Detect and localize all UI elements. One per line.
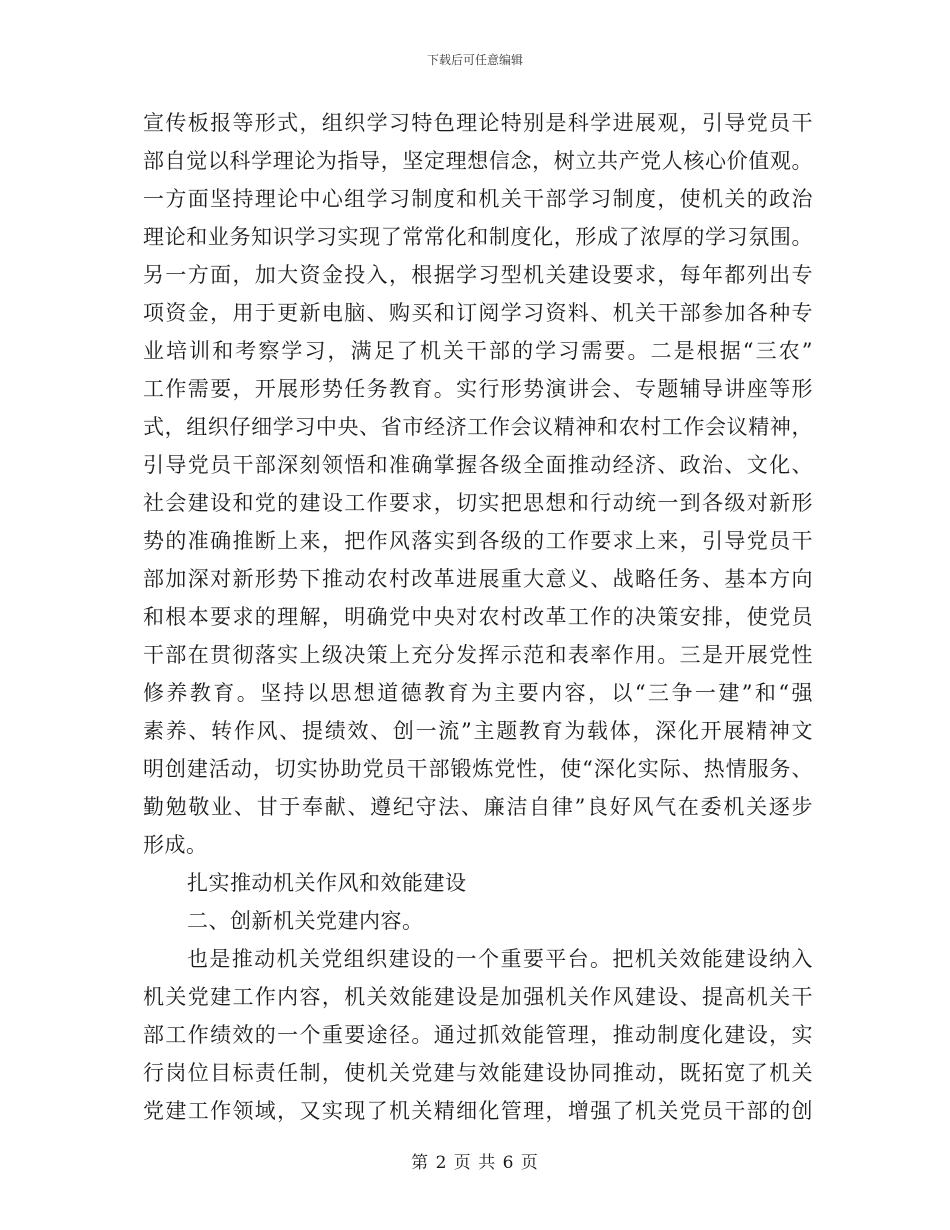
- text-line: 机关党建工作内容，机关效能建设是加强机关作风建设、提高机关干: [143, 985, 813, 1009]
- text-line: 和根本要求的理解，明确党中央对农村改革工作的决策安排，使党员: [143, 605, 813, 629]
- text-line: 素养、转作风、提绩效、创一流”主题教育为载体，深化开展精神文: [143, 719, 813, 743]
- text-line: 项资金，用于更新电脑、购买和订阅学习资料、机关干部参加各种专: [143, 301, 813, 325]
- text-line: 一方面坚持理论中心组学习制度和机关干部学习制度，使机关的政治: [143, 187, 813, 211]
- text-line: 部加深对新形势下推动农村改革进展重大意义、战略任务、基本方向: [143, 567, 813, 591]
- text-line: 势的准确推断上来，把作风落实到各级的工作要求上来，引导党员干: [143, 529, 813, 553]
- text-line: 式，组织仔细学习中央、省市经济工作会议精神和农村工作会议精神，: [143, 415, 813, 439]
- text-line: 修养教育。坚持以思想道德教育为主要内容，以“三争一建”和“强: [143, 681, 813, 705]
- text-line: 部自觉以科学理论为指导，坚定理想信念，树立共产党人核心价值观。: [143, 149, 813, 173]
- text-line: 明创建活动，切实协助党员干部锻炼党性，使“深化实际、热情服务、: [143, 757, 813, 781]
- text-line: 部工作绩效的一个重要途径。通过抓效能管理，推动制度化建设，实: [143, 1023, 813, 1047]
- section-heading: 扎实推动机关作风和效能建设: [187, 871, 467, 895]
- text-line: 引导党员干部深刻领悟和准确掌握各级全面推动经济、政治、文化、: [143, 453, 813, 477]
- text-line: 干部在贯彻落实上级决策上充分发挥示范和表率作用。三是开展党性: [143, 643, 813, 667]
- text-line: 社会建设和党的建设工作要求，切实把思想和行动统一到各级对新形: [143, 491, 813, 515]
- text-line: 工作需要，开展形势任务教育。实行形势演讲会、专题辅导讲座等形: [143, 377, 813, 401]
- text-line: 也是推动机关党组织建设的一个重要平台。把机关效能建设纳入: [187, 947, 813, 971]
- page-number: 第 2 页 共 6 页: [411, 1153, 539, 1173]
- document-body: [143, 104, 813, 1130]
- text-line: 行岗位目标责任制，使机关党建与效能建设协同推动，既拓宽了机关: [143, 1061, 813, 1085]
- text-line: 理论和业务知识学习实现了常常化和制度化，形成了浓厚的学习氛围。: [143, 225, 813, 249]
- text-line: 形成。: [143, 833, 208, 857]
- page-header-note: 下载后可任意编辑: [426, 53, 523, 67]
- text-line: 业培训和考察学习，满足了机关干部的学习需要。二是根据“三农”: [143, 339, 813, 363]
- text-line: 党建工作领域，又实现了机关精细化管理，增强了机关党员干部的创: [143, 1099, 813, 1123]
- text-line: 另一方面，加大资金投入，根据学习型机关建设要求，每年都列出专: [143, 263, 813, 287]
- section-heading: 二、创新机关党建内容。: [187, 909, 424, 933]
- text-line: 宣传板报等形式，组织学习特色理论特别是科学进展观，引导党员干: [143, 111, 813, 135]
- text-line: 勤勉敬业、甘于奉献、遵纪守法、廉洁自律”良好风气在委机关逐步: [143, 795, 813, 819]
